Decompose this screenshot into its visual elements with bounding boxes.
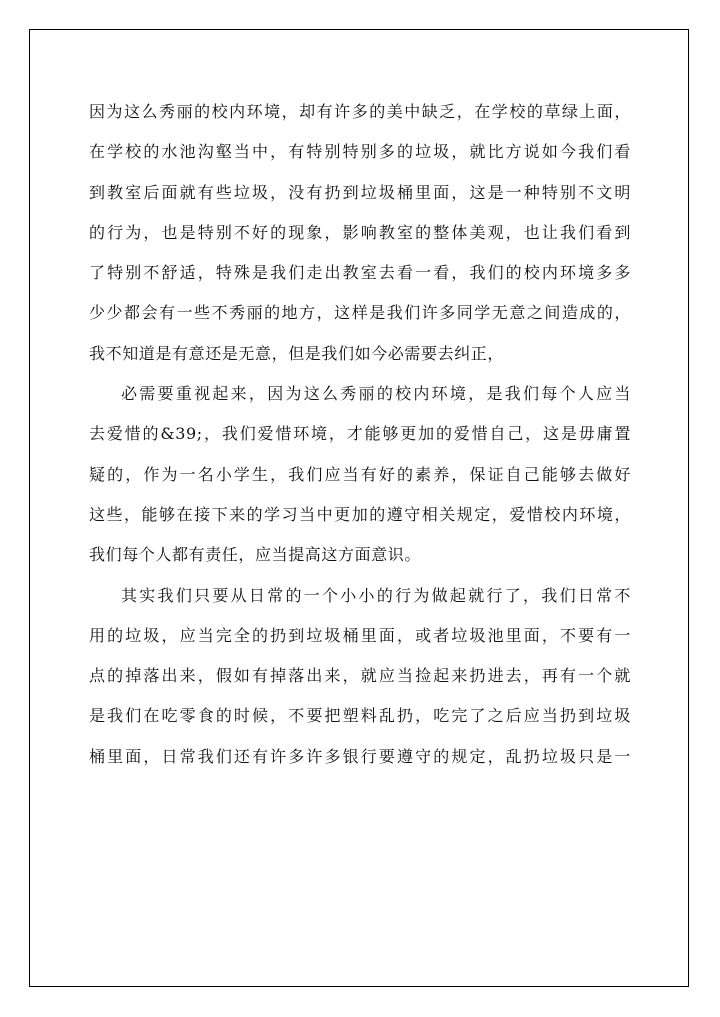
text-line: 疑的，作为一名小学生，我们应当有好的素养，保证自己能够去做好 (89, 464, 631, 484)
text-line: 因为这么秀丽的校内环境，却有许多的美中缺乏，在学校的草绿上面， (89, 102, 631, 121)
text-line: 我不知道是有意还是无意，但是我们如今必需要去纠正， (89, 343, 505, 363)
text-line: 了特别不舒适，特殊是我们走出教室去看一看，我们的校内环境多多 (89, 263, 631, 283)
text-line: 点的掉落出来，假如有掉落出来，就应当捡起来扔进去，再有一个就 (89, 666, 631, 686)
text-line: 在学校的水池沟壑当中，有特别特别多的垃圾，就比方说如今我们看 (89, 142, 631, 162)
text-line: 去爱惜的&39;，我们爱惜环境，才能够更加的爱惜自己，这是毋庸置 (89, 424, 631, 444)
paragraph-start-line: 必需要重视起来，因为这么秀丽的校内环境，是我们每个人应当 (121, 384, 631, 404)
text-line: 是我们在吃零食的时候，不要把塑料乱扔，吃完了之后应当扔到垃圾 (89, 706, 631, 726)
text-line: 的行为，也是特别不好的现象，影响教室的整体美观，也让我们看到 (89, 222, 631, 242)
text-line: 我们每个人都有责任，应当提高这方面意识。 (89, 545, 422, 565)
text-line: 桶里面，日常我们还有许多许多银行要遵守的规定，乱扔垃圾只是一 (89, 746, 631, 766)
text-line: 少少都会有一些不秀丽的地方，这样是我们许多同学无意之间造成的， (89, 303, 631, 323)
text-line: 到教室后面就有些垃圾，没有扔到垃圾桶里面，这是一种特别不文明 (89, 182, 631, 202)
document-body (89, 92, 631, 777)
text-line: 这些，能够在接下来的学习当中更加的遵守相关规定，爱惜校内环境， (89, 504, 631, 524)
paragraph-start-line: 其实我们只要从日常的一个小小的行为做起就行了，我们日常不 (121, 585, 631, 605)
text-line: 用的垃圾，应当完全的扔到垃圾桶里面，或者垃圾池里面，不要有一 (89, 625, 631, 645)
